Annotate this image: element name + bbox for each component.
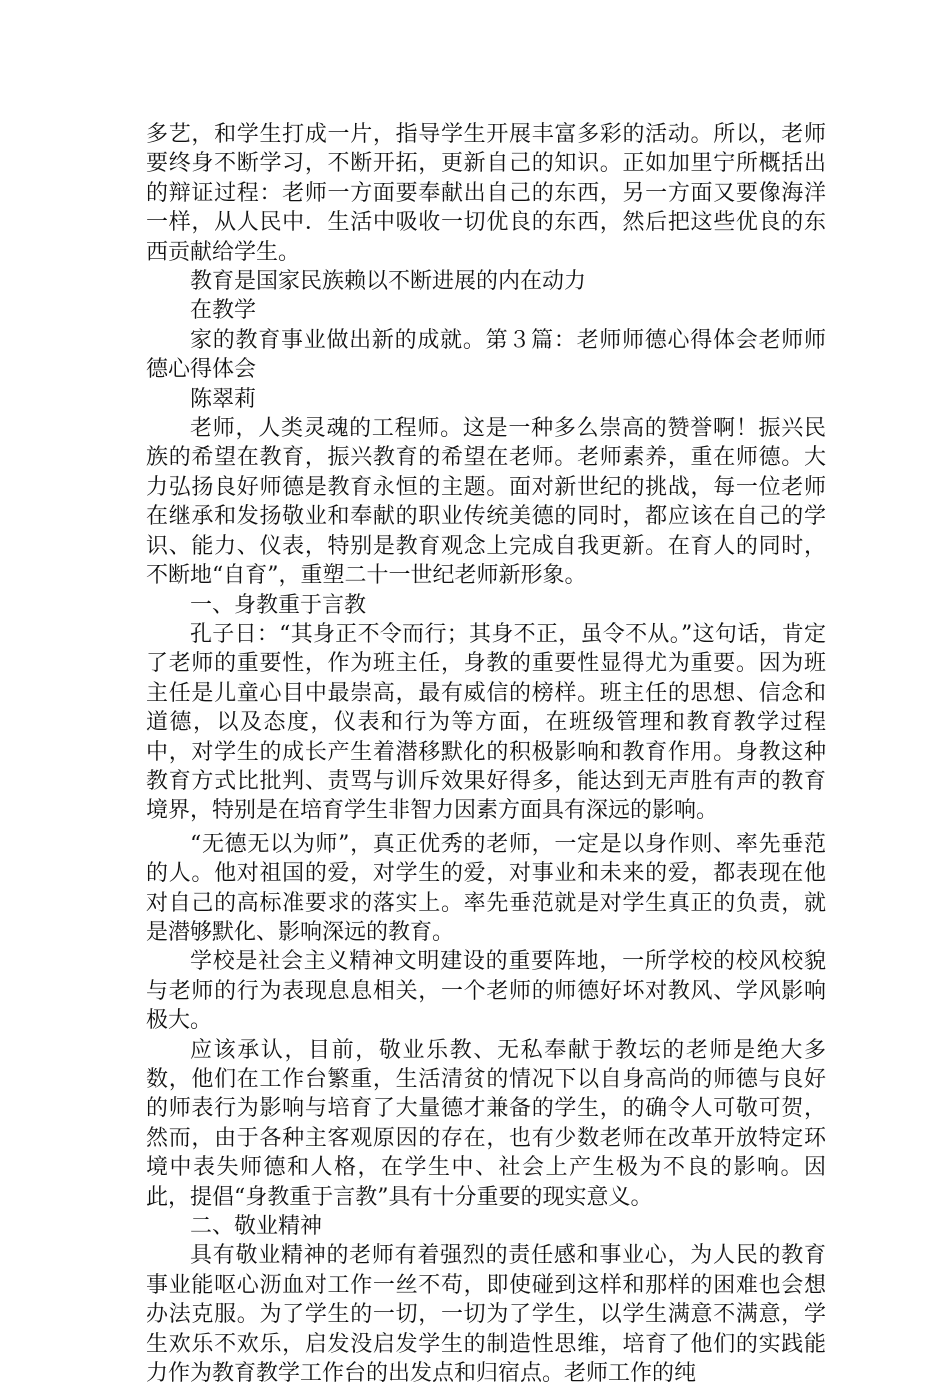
paragraph-admit: 应该承认，目前，敬业乐教、无私奉献于教坛的老师是绝大多数，他们在工作台繁重，生活清贫的情况下以自身高尚的师德与良好的师表行为影响与培育了大量德才兼备的学生，的确令人可敬可贺，然而，由于各种主客观原因的存在，也有少数老师在改革开放特定环境中表失师德和人格，在学生中、社会上产生极为不良的影响。因此，提倡“身教重于言教”具有十分重要的现实意义。	[146, 1037, 826, 1210]
paragraph-dedication: 具有敬业精神的老师有着强烈的责任感和事业心，为人民的教育事业能呕心沥血对工作一丝不苟，即使碰到这样和那样的困难也会想办法克服。为了学生的一切，一切为了学生，以学生满意不满意，学生欢乐不欢乐，启发没启发学生的制造性思维，培育了他们的实践能力作为教育教学工作台的出发点和归宿点。老师工作的纯	[146, 1243, 826, 1387]
author-name: 陈翠莉	[190, 386, 257, 412]
heading-teach-by-example: 一、身教重于言教	[190, 592, 367, 618]
paragraph-education-motive: 教育是国家民族赖以不断进展的内在动力	[190, 269, 587, 295]
paragraph-in-teaching: 在教学	[190, 298, 257, 324]
document-page	[146, 120, 826, 1388]
paragraph-continuation: 多艺，和学生打成一片，指导学生开展丰富多彩的活动。所以，老师要终身不断学习，不断开拓，更新自己的知识。正如加里宁所概括出的辩证过程：老师一方面要奉献出自己的东西，另一方面又要像海洋一样，从人民中．生活中吸收一切优良的东西，然后把这些优良的东西贡献给学生。	[146, 122, 826, 265]
paragraph-confucius: 孔子日：“其身正不令而行；其身不正，虽令不从。”这句话，肯定了老师的重要性，作为班主任，身教的重要性显得尤为重要。因为班主任是儿童心目中最崇高，最有威信的榜样。班主任的思想、信念和道德，以及态度，仪表和行为等方面，在班级管理和教育教学过程中，对学生的成长产生着潜移默化的积极影响和教育作用。身教这种教育方式比批判、责骂与训斥效果好得多，能达到无声胜有声的教育境界，特别是在培育学生非智力因素方面具有深远的影响。	[146, 621, 826, 824]
paragraph-school: 学校是社会主义精神文明建设的重要阵地，一所学校的校风校貌与老师的行为表现息息相关，一个老师的师德好坏对教风、学风影响极大。	[146, 949, 826, 1034]
heading-dedication: 二、敬业精神	[190, 1214, 323, 1240]
paragraph-virtue: “无德无以为师”，真正优秀的老师，一定是以身作则、率先垂范的人。他对祖国的爱，对学生的爱，对事业和未来的爱，都表现在他对自己的高标准要求的落实上。率先垂范就是对学生真正的负责，就是潜够默化、影响深远的教育。	[146, 831, 826, 945]
paragraph-intro: 老师，人类灵魂的工程师。这是一种多么崇高的赞誉啊！振兴民族的希望在教育，振兴教育的希望在老师。老师素养，重在师德。大力弘扬良好师德是教育永恒的主题。面对新世纪的挑战，每一位老师在继承和发扬敬业和奉献的职业传统美德的同时，都应该在自己的学识、能力、仪表，特别是教育观念上完成自我更新。在育人的同时，不断地“自育”，重塑二十一世纪老师新形象。	[146, 416, 826, 589]
paragraph-section-title: 家的教育事业做出新的成就。第３篇：老师师德心得体会老师师德心得体会	[146, 327, 826, 383]
